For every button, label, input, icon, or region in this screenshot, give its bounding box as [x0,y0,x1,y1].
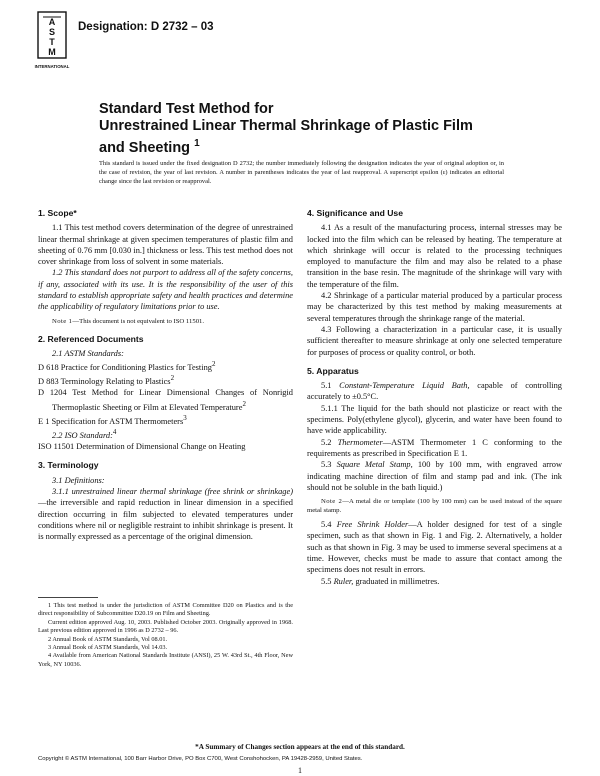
footnote-1b: Current edition approved Aug. 10, 2003. Published October 2003. Originally approved in 1968. Last previous edition approved in 1996 as D 2732 – 96. [38,618,293,635]
svg-text:A: A [48,17,56,27]
footnote-1: 1 This test method is under the jurisdiction of ASTM Committee D20 on Plastics and is the direct responsibility of Subcommittee D20.19 on Film and Sheeting. [38,602,293,618]
note-2: Note 2—A metal die or template (100 by 100 mm) can be used instead of the square metal stamp. [307,498,562,515]
title-line-2: Unrestrained Linear Thermal Shrinkage of Plastic Film [99,118,473,134]
svg-text:S: S [48,27,56,37]
section-3-heading: 3. Terminology [38,460,99,471]
ref-iso11501: ISO 11501 Determination of Dimensional Change on Heating [38,442,246,452]
ref-d618: D 618 Practice for Conditioning Plastics for Testing$^2$ [38,360,216,373]
ref-d883: D 883 Terminology Relating to Plastics$^2$ [38,374,175,387]
logo-subtext: INTERNATIONAL [34,64,70,69]
svg-text:T: T [49,37,55,47]
title-footnote-mark: 1 [194,138,200,149]
title-line-1: Standard Test Method for [99,101,274,117]
ref-e1: E 1 Specification for ASTM Thermometers$^3$ [38,413,187,426]
section-5-heading: 5. Apparatus [307,365,359,376]
para-5-1-1: 5.1.1 The liquid for the bath should not plasticize or react with the specimens. Poly(ethylene glycol), glycerin, and water have been found to have wide applicability. [307,403,562,436]
right-column [307,208,562,587]
para-4-2: 4.2 Shrinkage of a particular material produced by a particular process may be characterized by this test method by making measurements at several temperatures through the shrinkage range of the material. [307,291,562,323]
section-1-heading: 1. Scope* [38,208,77,218]
footnote-rule [38,597,98,598]
designation: Designation: D 2732 – 03 [78,21,214,33]
para-5-1: 5.1 Constant-Temperature Liquid Bath, capable of controlling accurately to ±0.5°C. [307,381,562,402]
summary-of-changes-note: *A Summary of Changes section appears at the end of this standard. [195,743,405,751]
para-4-1: 4.1 As a result of the manufacturing process, internal stresses may be locked into the film which can be released by heating. The temperature at which shrinkage will occur is related to the processing techniques employed to manufacture the film and may also be related to a phase transition in the base resin. The magnitude of the shrinkage will vary with the temperature of the film. [307,223,562,289]
para-5-5: 5.5 Ruler, graduated in millimetres. [321,576,440,586]
copyright: Copyright © ASTM International, 100 Barr Harbor Drive, PO Box C700, West Conshohocken, PA 19428-2959, United States. [38,756,363,762]
left-column [38,208,293,542]
para-5-2: 5.2 Thermometer—ASTM Thermometer 1 C conforming to the requirements as prescribed in Specification E 1. [307,437,562,458]
para-5-4: 5.4 Free Shrink Holder—A holder designed for test of a single specimen, such as that shown in Fig. 1 and Fig. 2. Alternatively, a holder such as that shown in Fig. 3 may be used to immerse several specimens at a time. However, checks must be made to assure that contact among the specimens does not result in errors. [307,520,562,575]
para-3-1: 3.1 Definitions: [52,475,105,485]
ref-d1204: D 1204 Test Method for Linear Dimensional Changes of Nonrigid Thermoplastic Sheeting or Film at Elevated Temperature$^2$ [38,388,293,412]
footnote-2: 2 Annual Book of ASTM Standards, Vol 08.01. [48,635,168,643]
para-4-3: 4.3 Following a characterization in a particular case, it is usually sufficient thereafter to measure shrinkage at only one selected temperature for purposes of process or quality control, or both. [307,324,562,357]
issuance-statement: This standard is issued under the fixed designation D 2732; the number immediately following the designation indicates the year of original adoption or, in the case of revision, the year of last revision. A number in parentheses indicates the year of last reapproval. A superscript epsilon (ε) indicates an editorial change since the last revision or reapproval. [99,160,504,185]
para-2-2: 2.2 ISO Standard:$^4$ [52,427,117,440]
section-4-heading: 4. Significance and Use [307,208,403,218]
para-5-3: 5.3 Square Metal Stamp, 100 by 100 mm, with engraved arrow indicating machine direction of film and stamp pad and ink. (The ink should not be soluble in the bath liquid.) [307,460,563,492]
para-1-2: 1.2 This standard does not purport to address all of the safety concerns, if any, associated with its use. It is the responsibility of the user of this standard to establish appropriate safety and health practices and determine the applicability of regulatory limitations prior to use. [38,268,293,312]
footnotes [38,597,293,669]
para-2-1: 2.1 ASTM Standards: [52,348,124,358]
para-3-1-1: 3.1.1 unrestrained linear thermal shrinkage (free shrink or shrinkage)—the irreversible and rapid reduction in linear dimension in a specified direction occurring in film subjected to elevated temperatures under conditions where nil or negligible restraint to inhibit shrinkage is present. It is normally expressed as a percentage of the original dimension. [38,486,293,542]
para-1-1: 1.1 This test method covers determination of the degree of unrestrained linear thermal shrinkage at given specimen temperatures of plastic film and sheeting of 0.76 mm [0.030 in.] thickness or less. This test method does not cover shrinkage from loss of solvent in some materials. [38,223,293,267]
note-1: Note 1—This document is not equivalent to ISO 11501. [52,317,205,325]
footnote-4: 4 Available from American National Standards Institute (ANSI), 25 W. 43rd St., 4th Floor, New York, NY 10036. [38,652,293,668]
document-title [99,101,519,157]
title-line-3: and Sheeting $^1$ [99,138,200,156]
svg-text:M: M [48,47,56,57]
astm-logo [34,11,70,75]
footnote-3: 3 Annual Book of ASTM Standards, Vol 14.03. [48,644,168,652]
section-2-heading: 2. Referenced Documents [38,333,144,344]
page-number: 1 [298,766,302,775]
